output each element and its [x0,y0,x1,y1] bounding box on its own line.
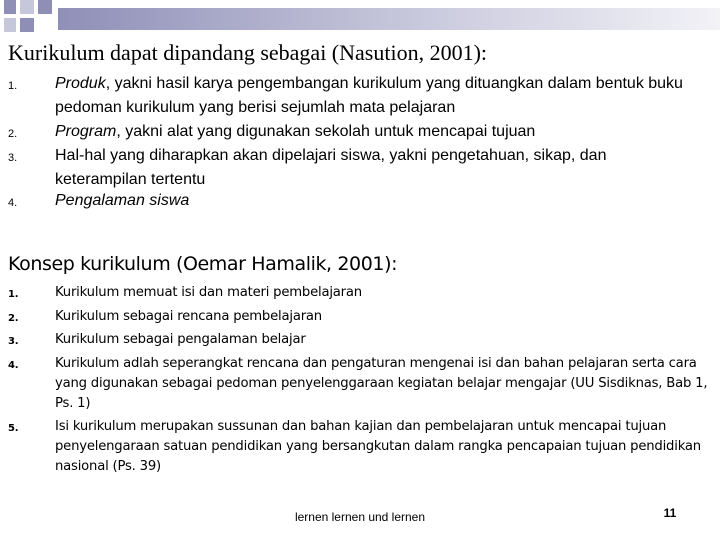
list-item [0,417,710,477]
list-number: 2. [8,312,19,324]
list-number: 4. [8,359,19,371]
footer-text: lernen lernen und lernen [294,510,426,524]
list-item [0,120,695,144]
list-number: 1. [8,289,19,300]
list-text [55,192,189,209]
list-text [55,123,535,140]
section-heading: Konsep kurikulum (Oemar Hamalik, 2001): [8,253,398,275]
list-item [0,72,695,120]
list-text-rest: Hal-hal yang diharapkan akan dipelajari siswa, yakni pengetahuan, sikap, dan keterampilan tertentu [55,147,607,188]
list-item [0,307,710,327]
list-number: 1. [8,80,18,92]
concept-list [0,283,710,481]
italic-term: Program [55,123,117,140]
list-item [0,189,695,213]
list-item [0,354,710,414]
list-item [0,330,710,350]
slide-title: Kurikulum dapat dipandang sebagai (Nasution, 2001): [8,40,488,65]
list-number: 3. [8,336,19,347]
list-text: Kurikulum sebagai rencana pembelajaran [55,308,322,324]
list-number: 2. [8,128,18,140]
list-text: Kurikulum adlah seperangkat rencana dan pengaturan mengenai isi dan bahan pelajaran serta cara yang digunakan sebagai pedoman penyelenggaraan kegiatan belajar mengajar (UU Sisdiknas, Bab 1, Ps. 1) [55,355,708,411]
list-item [0,144,695,189]
list-number: 5. [8,423,19,434]
list-text [55,75,683,116]
list-text-rest: , yakni alat yang digunakan sekolah untuk mencapai tujuan [116,123,536,140]
list-text: Kurikulum sebagai pengalaman belajar [55,332,306,347]
italic-term: Pengalaman siswa [55,192,190,209]
list-number: 3. [8,152,18,164]
definition-list [0,72,695,213]
page-number: 11 [663,506,677,520]
list-number: 4. [8,197,18,209]
list-text: Isi kurikulum merupakan sussunan dan bahan kajian dan pembelajaran untuk mencapai tujuan penyelengaraan satuan pendidikan yang bersangkutan dalam rangka pencapaian tujuan pendidikan nasional (Ps. 39) [55,419,701,474]
list-text [55,147,606,188]
header-decoration [0,0,720,40]
italic-term: Produk [55,75,106,92]
list-text: Kurikulum memuat isi dan materi pembelajaran [55,285,362,300]
list-item [0,283,710,303]
list-text-rest: , yakni hasil karya pengembangan kurikulum yang dituangkan dalam bentuk buku pedoman kurikulum yang berisi sejumlah mata pelajaran [55,75,683,116]
